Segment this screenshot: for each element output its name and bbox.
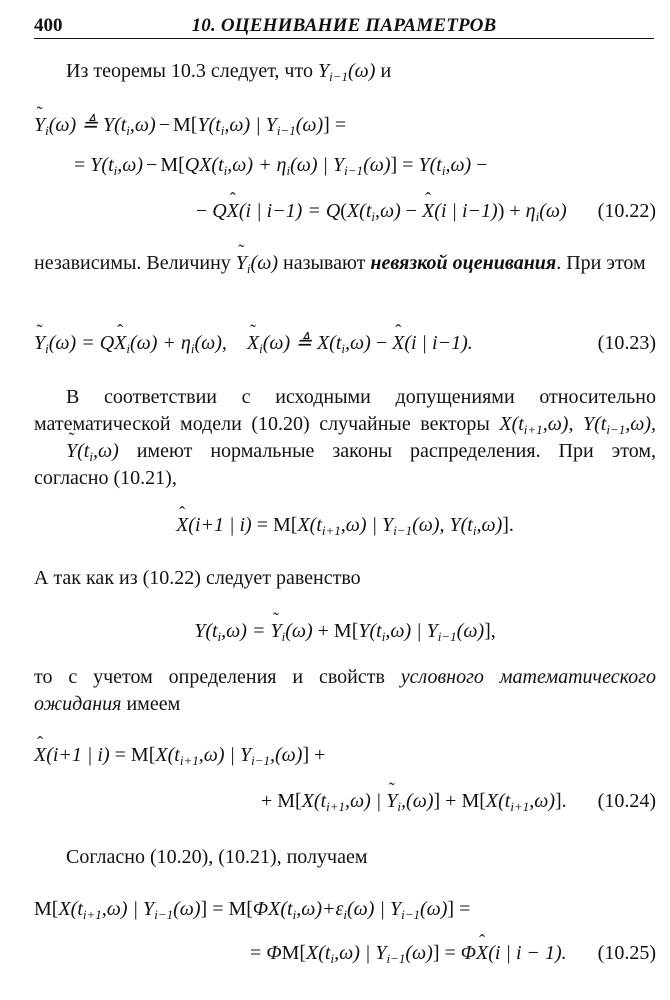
equation-10-24-line-1: ˆ X(i+1 | $i) = M[X(t_{i+1},\omega)$ | $Y_{i-1},(\omega)$] + bbox=[34, 742, 656, 769]
equation-10-23: ˜ $Y_i(\omega)$ = Qˆ $X_i(\omega) + \eta_i(\omega)$, ˜ $X_i(\omega)$ ≜ $X(t_i,\omega)$ − ˆ X(i | i−1). (10.23) bbox=[34, 330, 656, 357]
paragraph-1: Из теоремы 10.3 следует, что $Y_{i-1}(\omega)$ и bbox=[66, 60, 392, 84]
equation-10-22-line-1: ˜ $Y_i(\omega)$ ≜ $Y(t_i,\omega) - M[Y(t_i,\omega)$ | $Y_{i-1}(\omega)$] = bbox=[34, 112, 656, 139]
equation-number: (10.24) bbox=[597, 790, 656, 812]
equation-y-decomposition: $Y(t_i,\omega)$ = ˜ $Y_i(\omega) + M[Y(t_i,\omega)$ | $Y_{i-1}(\omega)$], bbox=[34, 618, 656, 645]
equation-10-25-line-2: = $\Phi M[X(t_i,\omega)$ | $Y_{i-1}(\omega)$] = Φˆ X(i | i − 1). (10.25) bbox=[34, 940, 656, 967]
equation-number: (10.22) bbox=[597, 200, 656, 222]
paragraph-2: независимы. Величину ˜ $Y_i(\omega)$ называют невязкой оценивания. При этом bbox=[34, 250, 656, 277]
equation-x-hat-conditional: ˆ X(i+1 | $i) = M[X(t_{i+1},\omega)$ | $Y_{i-1}(\omega)$, $Y(t_i,\omega)$]. bbox=[34, 512, 656, 539]
page-number: 400 bbox=[34, 15, 63, 36]
running-header bbox=[34, 10, 654, 39]
equation-10-24-line-2: + $M[X(t_{i+1},\omega)$ | ˜ $Y_i,(\omega)] + M[X(t_{i+1},\omega)]$. (10.24) bbox=[34, 788, 656, 815]
equation-number: (10.23) bbox=[597, 332, 656, 354]
equation-10-22-line-2: = $Y(t_i,\omega) - M[QX(t_i,\omega) + \eta_i(\omega)$ | $Y_{i-1}(\omega)] = Y(t_i,\omega)$ − bbox=[74, 154, 488, 178]
term-conditional-expectation: условного математического ожидания bbox=[34, 666, 656, 715]
equation-10-25-line-1: $M[X(t_{i+1},\omega)$ | $Y_{i-1}(\omega)] = M[\Phi X(t_i,\omega)+\varepsilon_i(\omega)$ | $Y_{i-1}(\omega)$] = bbox=[34, 898, 471, 922]
paragraph-5: то с учетом определения и свойств условного математического ожидания имеем bbox=[34, 666, 656, 715]
running-title: 10. ОЦЕНИВАНИЕ ПАРАМЕТРОВ bbox=[191, 15, 497, 36]
equation-10-22-line-3: − Qˆ X(i | $i-1) = Q(X(t_i,\omega)$ − ˆ X(i | $i-1)) + \eta_i(\omega)$ (10.22) bbox=[34, 198, 656, 225]
paragraph-6: Согласно (10.20), (10.21), получаем bbox=[66, 846, 368, 868]
term-innovation: невязкой оценивания bbox=[370, 252, 557, 274]
equation-number: (10.25) bbox=[597, 942, 656, 964]
paragraph-4: А так как из (10.22) следует равенство bbox=[34, 567, 361, 589]
paragraph-3: В соответствии с исходными допущениями относительно математической модели (10.20) случайные векторы $X(t_{i+1},\omega)$, $Y(t_{i-1},\omega)$, ˜ $Y(t_i,\omega)$ имеют нормальные законы распределения. При этом, согласно (10.21), bbox=[34, 384, 656, 492]
